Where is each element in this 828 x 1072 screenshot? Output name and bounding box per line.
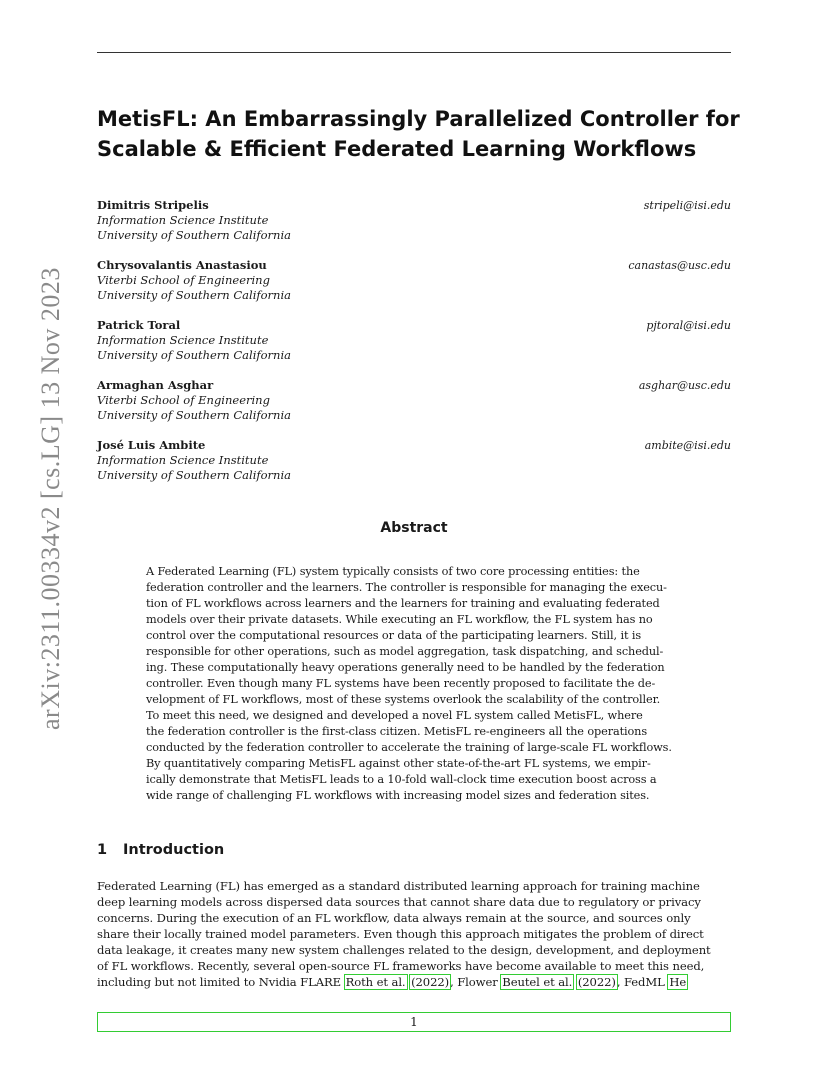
abstract-heading: Abstract [380, 520, 448, 536]
author-affiliation: University of Southern California [97, 348, 291, 362]
abstract-line: controller. Even though many FL systems have been recently proposed to facilitate the de- [146, 677, 656, 690]
top-rule [97, 52, 731, 53]
author-affiliation: University of Southern California [97, 468, 291, 482]
abstract-body [146, 564, 683, 804]
author-email: ambite@isi.edu [644, 439, 731, 452]
abstract-line: the federation controller is the first-class citizen. MetisFL re-engineers all the operations [146, 725, 648, 738]
citation-link[interactable]: Roth et al. [345, 975, 406, 989]
abstract-line: federation controller and the learners. The controller is responsible for managing the execu- [146, 581, 667, 594]
abstract-line: responsible for other operations, such as model aggregation, task dispatching, and schedul- [146, 645, 664, 658]
page-number: 1 [410, 1015, 418, 1029]
author-email: canastas@usc.edu [628, 259, 731, 272]
author-affiliation: Viterbi School of Engineering [97, 393, 270, 407]
author-block [97, 438, 731, 483]
paper-title-line-1: MetisFL: An Embarrassingly Parallelized Controller for [97, 107, 740, 131]
author-block [97, 378, 731, 423]
section-title: Introduction [123, 842, 225, 858]
intro-line: of FL workflows. Recently, several open-source FL frameworks have become available to meet this need, [97, 959, 705, 973]
arxiv-identifier: arXiv:2311.00334v2 [cs.LG] 13 Nov 2023 [36, 267, 65, 730]
abstract-line: control over the computational resources or data of the participating learners. Still, it is [146, 629, 642, 642]
abstract-line: ically demonstrate that MetisFL leads to a 10-fold wall-clock time execution boost across a [146, 773, 657, 786]
author-name: Chrysovalantis Anastasiou [97, 258, 267, 272]
author-name: Dimitris Stripelis [97, 198, 209, 212]
abstract-line: velopment of FL workflows, most of these systems overlook the scalability of the controller. [146, 693, 661, 706]
intro-line: Federated Learning (FL) has emerged as a standard distributed learning approach for training machine [97, 879, 700, 893]
author-affiliation: Viterbi School of Engineering [97, 273, 270, 287]
section-heading-introduction [97, 842, 224, 858]
intro-text: , FedML [616, 975, 669, 989]
abstract-line: To meet this need, we designed and developed a novel FL system called MetisFL, where [146, 709, 643, 722]
abstract-line: ing. These computationally heavy operations generally need to be handled by the federation [146, 661, 665, 674]
paper-title-line-2: Scalable & Efficient Federated Learning Workflows [97, 137, 697, 161]
abstract-line: wide range of challenging FL workflows with increasing model sizes and federation sites. [146, 789, 650, 802]
abstract-line: A Federated Learning (FL) system typically consists of two core processing entities: the [146, 565, 640, 578]
author-affiliation: Information Science Institute [97, 453, 269, 467]
author-affiliation: Information Science Institute [97, 333, 269, 347]
introduction-body [97, 878, 731, 990]
author-block [97, 198, 731, 243]
author-affiliation: Information Science Institute [97, 213, 269, 227]
intro-text: , Flower [450, 975, 502, 989]
author-affiliation: University of Southern California [97, 228, 291, 242]
author-email: asghar@usc.edu [638, 379, 731, 392]
abstract-line: conducted by the federation controller to accelerate the training of large-scale FL workflows. [146, 741, 672, 754]
author-affiliation: University of Southern California [97, 288, 291, 302]
author-name: José Luis Ambite [97, 438, 206, 452]
page-footer-link[interactable] [97, 1012, 731, 1032]
author-affiliation: University of Southern California [97, 408, 291, 422]
intro-line [97, 974, 731, 990]
author-email: stripeli@isi.edu [643, 199, 731, 212]
author-name: Armaghan Asghar [97, 378, 214, 392]
citation-link[interactable]: (2022) [411, 975, 450, 989]
author-block [97, 258, 731, 303]
section-number: 1 [97, 842, 108, 858]
intro-line: share their locally trained model parameters. Even though this approach mitigates the problem of direct [97, 927, 704, 941]
intro-line: concerns. During the execution of an FL workflow, data always remain at the source, and sources only [97, 911, 691, 925]
author-name: Patrick Toral [97, 318, 181, 332]
abstract-line: tion of FL workflows across learners and the learners for training and evaluating federated [146, 597, 660, 610]
author-email: pjtoral@isi.edu [646, 319, 731, 332]
paper-title [97, 104, 740, 164]
abstract-line: By quantitatively comparing MetisFL against other state-of-the-art FL systems, we empir- [146, 757, 651, 770]
intro-line: deep learning models across dispersed data sources that cannot share data due to regulatory or privacy [97, 895, 701, 909]
intro-text: including but not limited to Nvidia FLARE [97, 975, 345, 989]
intro-line: data leakage, it creates many new system challenges related to the design, development, and deployment [97, 943, 711, 957]
citation-link[interactable]: He [669, 975, 687, 989]
citation-link[interactable]: (2022) [577, 975, 616, 989]
author-block [97, 318, 731, 363]
abstract-line: models over their private datasets. While executing an FL workflow, the FL system has no [146, 613, 653, 626]
citation-link[interactable]: Beutel et al. [502, 975, 573, 989]
